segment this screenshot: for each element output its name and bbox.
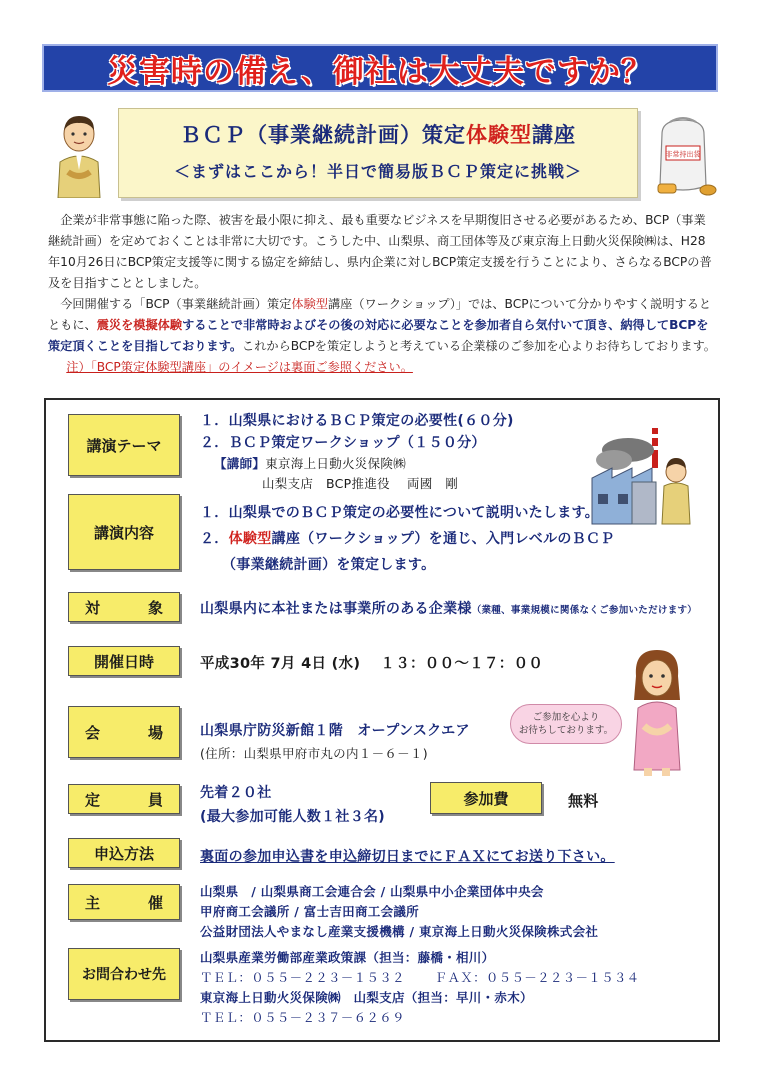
- intro-text-part: 講座（ワークショップ）」では、BCPについて分かりやすく説明するとともに、: [48, 297, 712, 332]
- host-line-1: 山梨県 / 山梨県商工会連合会 / 山梨県中小企業団体中央会: [200, 884, 544, 899]
- contact-line-1: 山梨県産業労働部産業政策課（担当：藤橋・相川）: [200, 950, 495, 965]
- capacity-text: 先着２０社: [200, 785, 272, 801]
- venue-text: 山梨県庁防災新館１階 オープンスクエア: [200, 723, 470, 739]
- fee-label-text: 参加費: [463, 789, 509, 808]
- course-title-highlight: 体験型: [466, 123, 532, 147]
- intro-text-part: これからBCPを策定しようと考えている企業様のご参加を心よりお待ちしております。: [242, 339, 716, 353]
- bag-tag-label: 非常持出袋: [665, 150, 701, 159]
- content-label: [68, 494, 180, 570]
- host-label-char: 主: [85, 893, 101, 912]
- apply-text-underlined: 裏面の参加申込書を申込締切日までにＦＡＸにてお送り下さい。: [200, 849, 615, 865]
- businessman-illustration: [48, 110, 110, 198]
- contact-label-text: お問合わせ先: [82, 967, 166, 983]
- host-label-char: 催: [147, 893, 163, 912]
- content-highlight: 体験型: [228, 531, 272, 547]
- contact-label: [68, 948, 180, 1000]
- course-title-box: [118, 108, 638, 198]
- theme-line-1: １．山梨県におけるＢＣＰ策定の必要性(６０分): [200, 413, 514, 429]
- course-title: [119, 119, 637, 149]
- theme-line-2: ２．ＢＣＰ策定ワークショップ（１５０分）: [200, 435, 486, 451]
- theme-label-text: 講演テーマ: [86, 436, 162, 455]
- host-line-2: 甲府商工会議所 / 富士吉田商工会議所: [200, 904, 419, 919]
- venue-label-char: 場: [147, 723, 163, 742]
- intro-text: [48, 210, 716, 378]
- intro-text-part: 今回開催する「BCP（事業継続計画）策定: [60, 297, 292, 311]
- intro-note-text: 注）「BCP策定体験型講座」のイメージは裏面ご参照ください。: [66, 360, 413, 374]
- capacity-label-char: 定: [85, 790, 101, 809]
- fee-value: 無料: [568, 792, 599, 810]
- intro-note: [66, 360, 413, 374]
- intro-emphasis-red: 震災を模擬体験: [96, 318, 183, 332]
- header-banner: [42, 44, 718, 92]
- lecturer-tag: 【講師】: [214, 456, 266, 471]
- welcome-bubble: [510, 704, 622, 744]
- content-line-1: １．山梨県でのＢＣＰ策定の必要性について説明いたします。: [200, 505, 599, 521]
- intro-highlight: 体験型: [291, 297, 328, 311]
- banner-title: 災害時の備え、御社は大丈夫ですか？: [107, 53, 653, 90]
- intro-paragraph-1: 企業が非常事態に陥った際、被害を最小限に抑え、最も重要なビジネスを早期復旧させる必要があるため、BCP（事業継続計画）を定めておくことは非常に大切です。こうした中、山梨県、商工団体等及び東京海上日動火災保険㈱は、H28年10月26日にBCP策定支援等に関する協定を締結し、県内企業に対しBCP策定支援を行うことにより、さらなるBCPの普及を目指すこととしました。: [48, 213, 712, 290]
- target-label-char: 象: [147, 598, 163, 617]
- lecturer-line: [214, 454, 406, 472]
- emergency-bag-illustration: [648, 112, 718, 198]
- course-subtitle: ＜まずはここから！半日で簡易版ＢＣＰ策定に挑戦＞: [173, 162, 582, 181]
- venue-label: [68, 706, 180, 758]
- theme-label: [68, 414, 180, 476]
- lecturer-name: 山梨支店 BCP推進役 両國 剛: [262, 476, 459, 491]
- target-text: [200, 598, 697, 618]
- capacity-sub: (最大参加可能人数１社３名): [200, 809, 385, 825]
- date-text: 平成30年 7月 4日 (水) １３：００～１７：００: [200, 656, 544, 672]
- capacity-label: [68, 784, 180, 814]
- course-title-part: 講座: [532, 123, 576, 147]
- receptionist-illustration: [622, 646, 692, 776]
- apply-label: [68, 838, 180, 868]
- target-note: （業種、事業規模に関係なくご参加いただけます）: [471, 605, 698, 616]
- contact-line-3: 東京海上日動火災保険㈱ 山梨支店（担当：早川・赤木）: [200, 990, 533, 1005]
- factory-illustration: [588, 424, 700, 528]
- target-label-char: 対: [85, 598, 101, 617]
- host-label: [68, 884, 180, 920]
- content-line-3: （事業継続計画）を策定します。: [222, 557, 436, 573]
- content-line-2-part: 講座（ワークショップ）を通じ、入門レベルのＢＣＰ: [271, 531, 615, 547]
- host-line-3: 公益財団法人やまなし産業支援機構 / 東京海上日動火災保険株式会社: [200, 924, 599, 939]
- venue-label-char: 会: [85, 723, 101, 742]
- course-title-part: ＢＣＰ（事業継続計画）策定: [180, 123, 466, 147]
- lecturer-company: 東京海上日動火災保険㈱: [265, 456, 407, 471]
- contact-line-2: ＴＥＬ：０５５－２２３－１５３２ ＦＡＸ：０５５－２２３－１５３４: [200, 970, 640, 985]
- content-label-text: 講演内容: [93, 523, 154, 542]
- target-main: 山梨県内に本社または事業所のある企業様: [200, 601, 472, 617]
- apply-label-text: 申込方法: [93, 844, 154, 863]
- bubble-line: お待ちしております。: [518, 725, 614, 736]
- target-label: [68, 592, 180, 622]
- date-label-text: 開催日時: [93, 652, 154, 671]
- fee-label: [430, 782, 542, 814]
- date-label: [68, 646, 180, 676]
- content-line-2-part: ２．: [200, 531, 229, 547]
- contact-line-4: ＴＥＬ：０５５－２３７－６２６９: [200, 1010, 405, 1025]
- venue-address: (住所：山梨県甲府市丸の内１－６－１): [200, 746, 428, 761]
- intro-emphasis: することで非常時およびその後の対応に必要なことを参加者自ら気付いて頂き、納得してBCPを策定頂くことを目指しております。: [48, 318, 709, 353]
- apply-text: [200, 846, 615, 866]
- intro-paragraph-2: [48, 294, 716, 378]
- bubble-line: ご参加を心より: [532, 712, 600, 723]
- content-line-2: [200, 528, 615, 548]
- capacity-label-char: 員: [147, 790, 163, 809]
